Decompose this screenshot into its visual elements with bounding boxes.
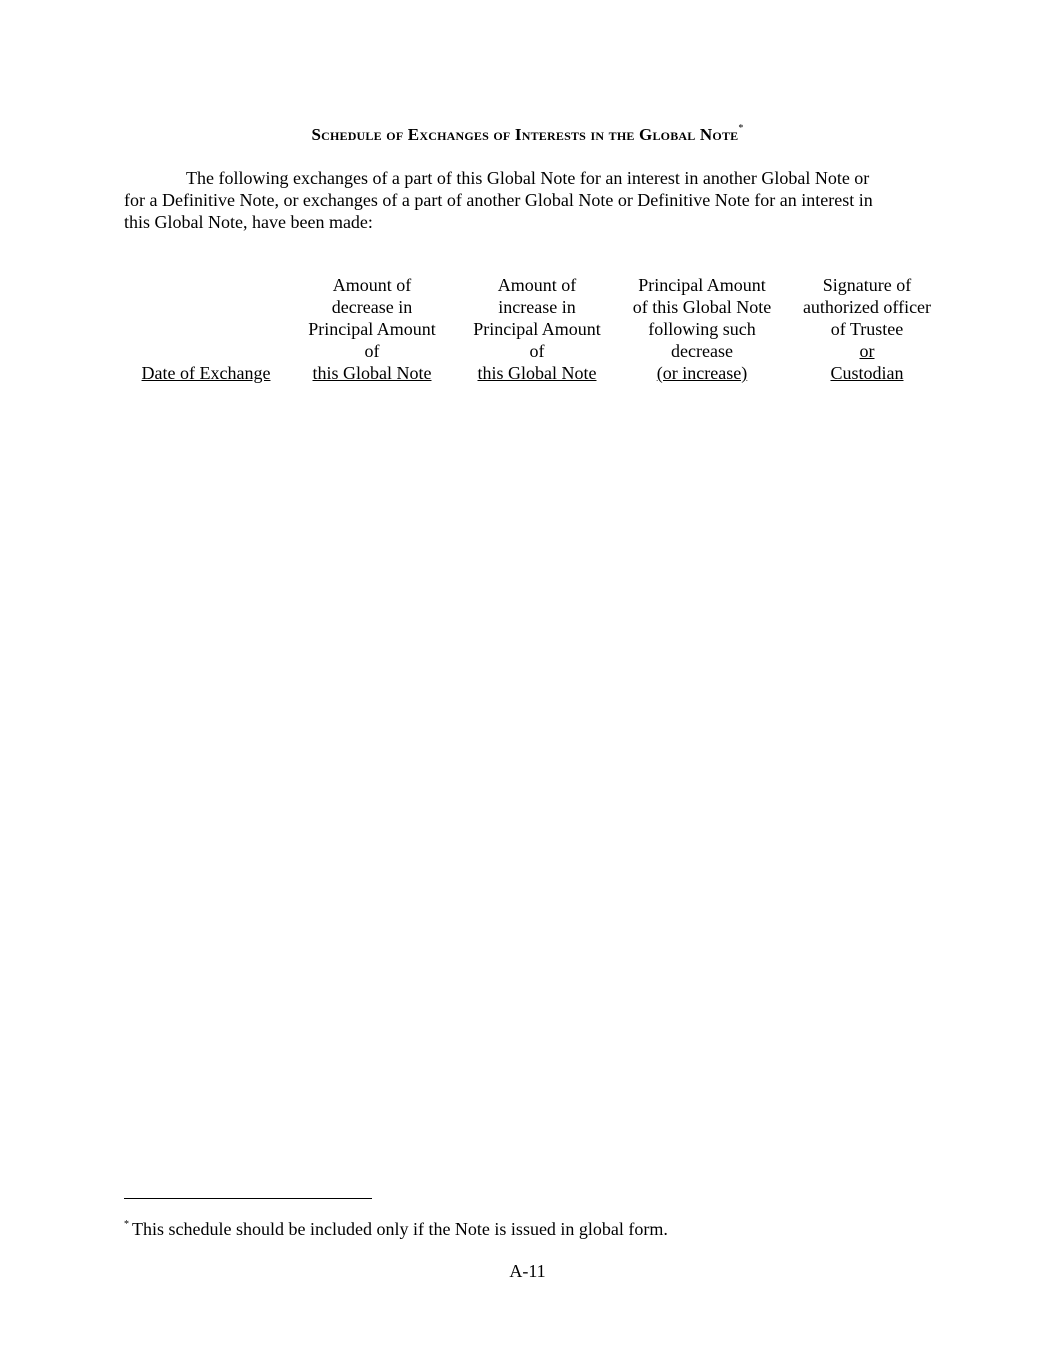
column-header-line: following such: [648, 319, 756, 339]
footnote-marker: *: [124, 1219, 129, 1230]
column-header-line: Amount of: [497, 275, 577, 295]
column-header-line: decrease in: [331, 297, 413, 317]
column-header-line: [787, 318, 947, 362]
title-text: Schedule of Exchanges of Interests in the Global Note: [311, 125, 739, 144]
column-header-increase-amount: [457, 274, 617, 384]
column-header-line: authorized officer: [802, 297, 932, 317]
column-header-line: of this Global Note: [632, 297, 772, 317]
column-header-line: increase in: [498, 297, 576, 317]
footnote-text: This schedule should be included only if the Note is issued in global form.: [132, 1219, 668, 1239]
footnote: [124, 1219, 668, 1240]
page-number: A-11: [509, 1261, 546, 1281]
intro-line-2: for a Definitive Note, or exchanges of a part of another Global Note or Definitive Note for an interest in: [124, 190, 873, 210]
column-header-line-part: of Trustee: [830, 319, 904, 339]
column-header-line: Principal Amount: [308, 319, 436, 339]
column-header-line: decrease: [671, 341, 733, 361]
column-header-date-of-exchange: [126, 274, 286, 384]
column-header-line: Principal Amount: [638, 275, 766, 295]
column-header-line-part: or: [859, 341, 875, 361]
column-header-line: (or increase): [656, 363, 748, 383]
column-header-line: Principal Amount: [473, 319, 601, 339]
column-header-line: this Global Note: [312, 363, 432, 383]
column-header-signature: [787, 274, 947, 384]
intro-line-3: this Global Note, have been made:: [124, 212, 373, 232]
column-header-decrease-amount: [292, 274, 452, 384]
column-header-line: Signature of: [822, 275, 912, 295]
column-header-line: of: [364, 341, 380, 361]
column-header-principal-following: [622, 274, 782, 384]
intro-paragraph: [124, 167, 924, 233]
footnote-divider: [124, 1198, 372, 1199]
intro-line-1: The following exchanges of a part of this Global Note for an interest in another Global Note or: [186, 168, 870, 188]
page-title: [0, 125, 1055, 145]
title-footnote-marker: *: [738, 123, 744, 135]
column-header-line: of: [529, 341, 545, 361]
column-header-line: Date of Exchange: [141, 363, 271, 383]
column-header-line: Amount of: [332, 275, 412, 295]
column-header-line: Custodian: [830, 363, 904, 383]
column-header-line: this Global Note: [477, 363, 597, 383]
